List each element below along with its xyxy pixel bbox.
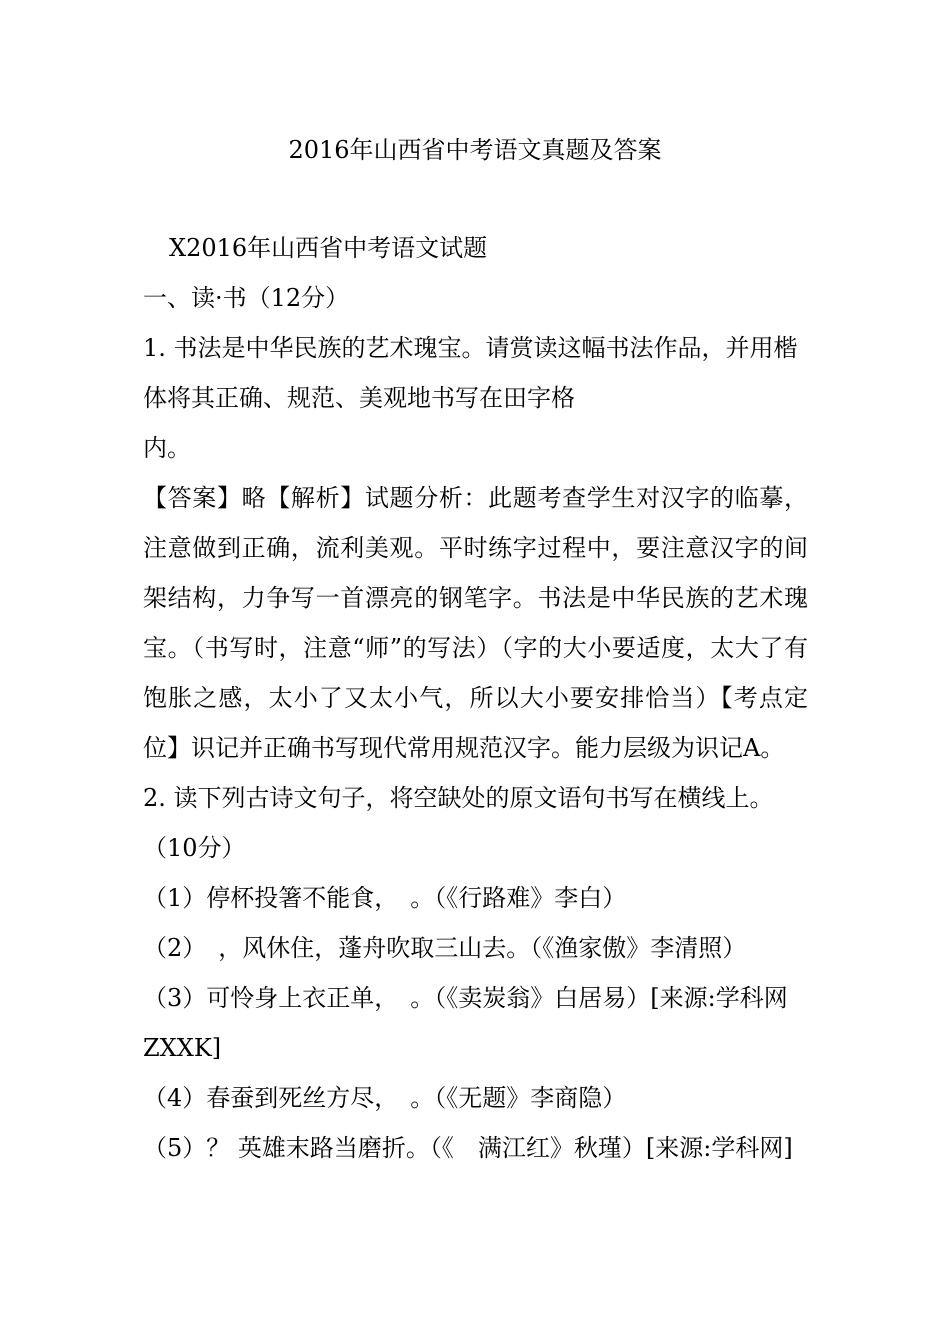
- question-2-item-4: （4）春蚕到死丝方尽， 。（《无题》李商隐）: [143, 1084, 627, 1112]
- answer-1: 【答案】略【解析】试题分析：此题考查学生对汉字的临摹，注意做到正确，流利美观。平时练字过程中，要注意汉字的间架结构，力争写一首漂亮的钢笔字。书法是中华民族的艺术瑰宝。（书写时，注意“师”的写法）（字的大小要适度，太大了有饱胀之感，太小了又太小气，所以大小要安排恰当）【考点定位】识记并正确书写现代常用规范汉字。能力层级为识记A。: [143, 484, 808, 762]
- document-title: 2016年山西省中考语文真题及答案: [288, 136, 662, 164]
- question-2-item-2: （2） ，风休住，蓬舟吹取三山去。（《渔家傲》李清照）: [143, 934, 747, 962]
- document-body: [143, 223, 808, 1173]
- question-2-item-1: （1）停杯投箸不能食， 。（《行路难》李白）: [143, 884, 627, 912]
- question-1: 1. 书法是中华民族的艺术瑰宝。请赏读这幅书法作品，并用楷体将其正确、规范、美观地书写在田字格: [143, 334, 798, 412]
- question-2: 2. 读下列古诗文句子，将空缺处的原文语句书写在横线上。（10分）: [143, 784, 774, 862]
- section-heading: 一、读·书（12分）: [143, 284, 350, 312]
- question-1-continuation: 内。: [143, 434, 191, 462]
- question-2-item-5: （5）？ 英雄末路当磨折。（《 满江红》秋瑾）[来源:学科网]: [143, 1134, 793, 1162]
- question-2-item-3: （3）可怜身上衣正单， 。（《卖炭翁》白居易）[来源:学科网ZXXK]: [143, 984, 788, 1062]
- exam-heading: X2016年山西省中考语文试题: [169, 234, 488, 262]
